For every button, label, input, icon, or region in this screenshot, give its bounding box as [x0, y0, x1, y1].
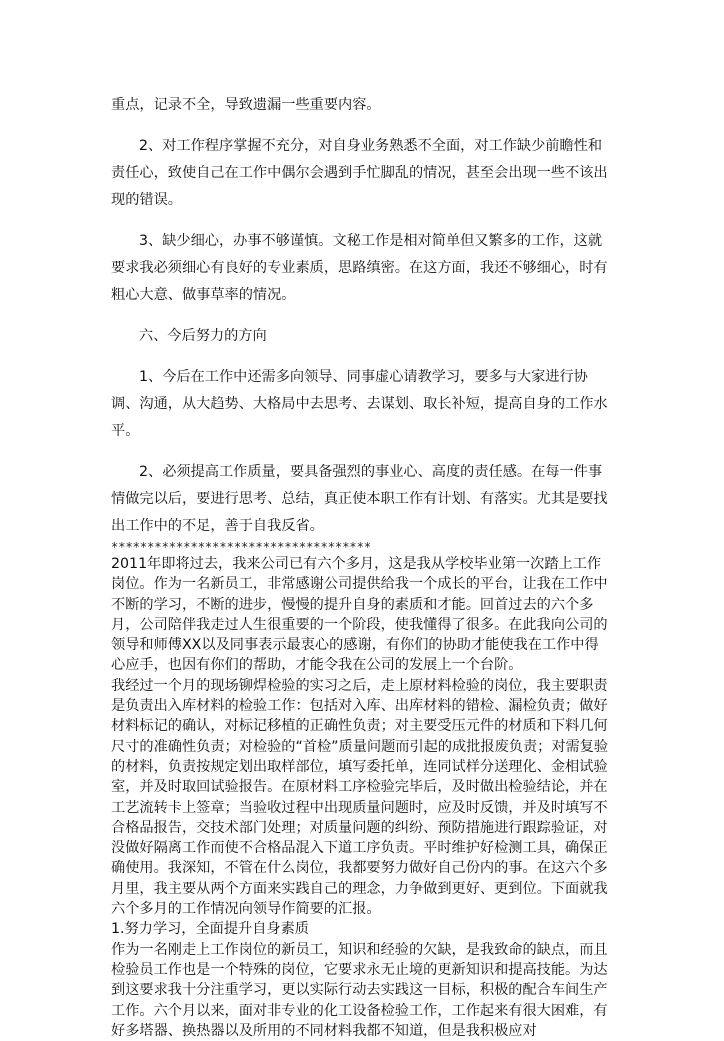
paragraph-problem-2: 2、对工作程序掌握不充分，对自身业务熟悉不全面，对工作缺少前瞻性和责任心，致使自己在工作中偶尔会遇到手忙脚乱的情况，甚至会出现一些不该出现的错误。	[111, 138, 608, 208]
paragraph-continuation: 重点，记录不全，导致遗漏一些重要内容。	[111, 97, 381, 113]
paragraph-future-2: 2、必须提高工作质量，要具备强烈的事业心、高度的责任感。在每一件事情做完以后，要进行思考、总结，真正使本职工作有计划、有落实。尤其是要找出工作中的不足，善于自我反省。	[111, 464, 608, 534]
separator-line: ************************************	[111, 540, 372, 554]
paragraph-intro: 2011年即将过去，我来公司已有六个多月，这是我从学校毕业第一次踏上工作岗位。作为一名新员工，非常感谢公司提供给我一个成长的平台，让我在工作中不断的学习，不断的进步，慢慢的提升自身的素质和才能。回首过去的六个多月，公司陪伴我走过人生很重要的一个阶段，使我懂得了很多。在此我向公司的领导和师傅XX以及同事表示最衷心的感谢，有你们的协助才能使我在工作中得心应手，也因有你们的帮助，才能令我在公司的发展上一个台阶。	[111, 556, 608, 674]
paragraph-future-1: 1、今后在工作中还需多向领导、同事虚心请教学习，要多与大家进行协调、沟通，从大趋势、大格局中去思考、去谋划、取长补短，提高自身的工作水平。	[111, 369, 608, 439]
section-heading-future-direction: 六、今后努力的方向	[139, 328, 267, 344]
document-page	[111, 92, 611, 1041]
paragraph-problem-3: 3、缺少细心，办事不够谨慎。文秘工作是相对简单但又繁多的工作，这就要求我必须细心有良好的专业素质，思路缜密。在这方面，我还不够细心，时有粗心大意、做事草率的情况。	[111, 233, 608, 303]
section-heading-study: 1.努力学习，全面提升自身素质	[111, 921, 309, 938]
paragraph-duties: 我经过一个月的现场铆焊检验的实习之后，走上原材料检验的岗位，我主要职责是负责出入库材料的检验工作：包括对入库、出库材料的错检、漏检负责；做好材料标记的确认，对标记移植的正确性负责；对主要受压元件的材质和下料几何尺寸的准确性负责；对检验的“首检”质量问题而引起的成批报废负责；对需复验的材料，负责按规定划出取样部位，填写委托单，连同试样分送理化、金相试验室，并及时取回试验报告。在原材料工序检验完毕后，及时做出检验结论，并在工艺流转卡上签章；当验收过程中出现质量问题时，应及时反馈，并及时填写不合格品报告，交技术部门处理；对质量问题的纠纷、预防措施进行跟踪验证，对没做好隔离工作而使不合格品混入下道工序负责。平时维护好检测工具，确保正确使用。我深知，不管在什么岗位，我都要努力做好自己份内的事。在这六个多月里，我主要从两个方面来实践自己的理念，力争做到更好、更到位。下面就我六个多月的工作情况向领导作简要的汇报。	[111, 677, 609, 918]
paragraph-study: 作为一名刚走上工作岗位的新员工，知识和经验的欠缺，是我致命的缺点，而且检验员工作也是一个特殊的岗位，它要求永无止境的更新知识和提高技能。为达到这要求我十分注重学习，更以实际行动去实践这一目标，积极的配合车间生产工作。六个月以来，面对非专业的化工设备检验工作，工作起来有很大困难，有好多塔器、换热器以及所用的不同材料我都不知道，但是我积极应对	[111, 941, 608, 1039]
